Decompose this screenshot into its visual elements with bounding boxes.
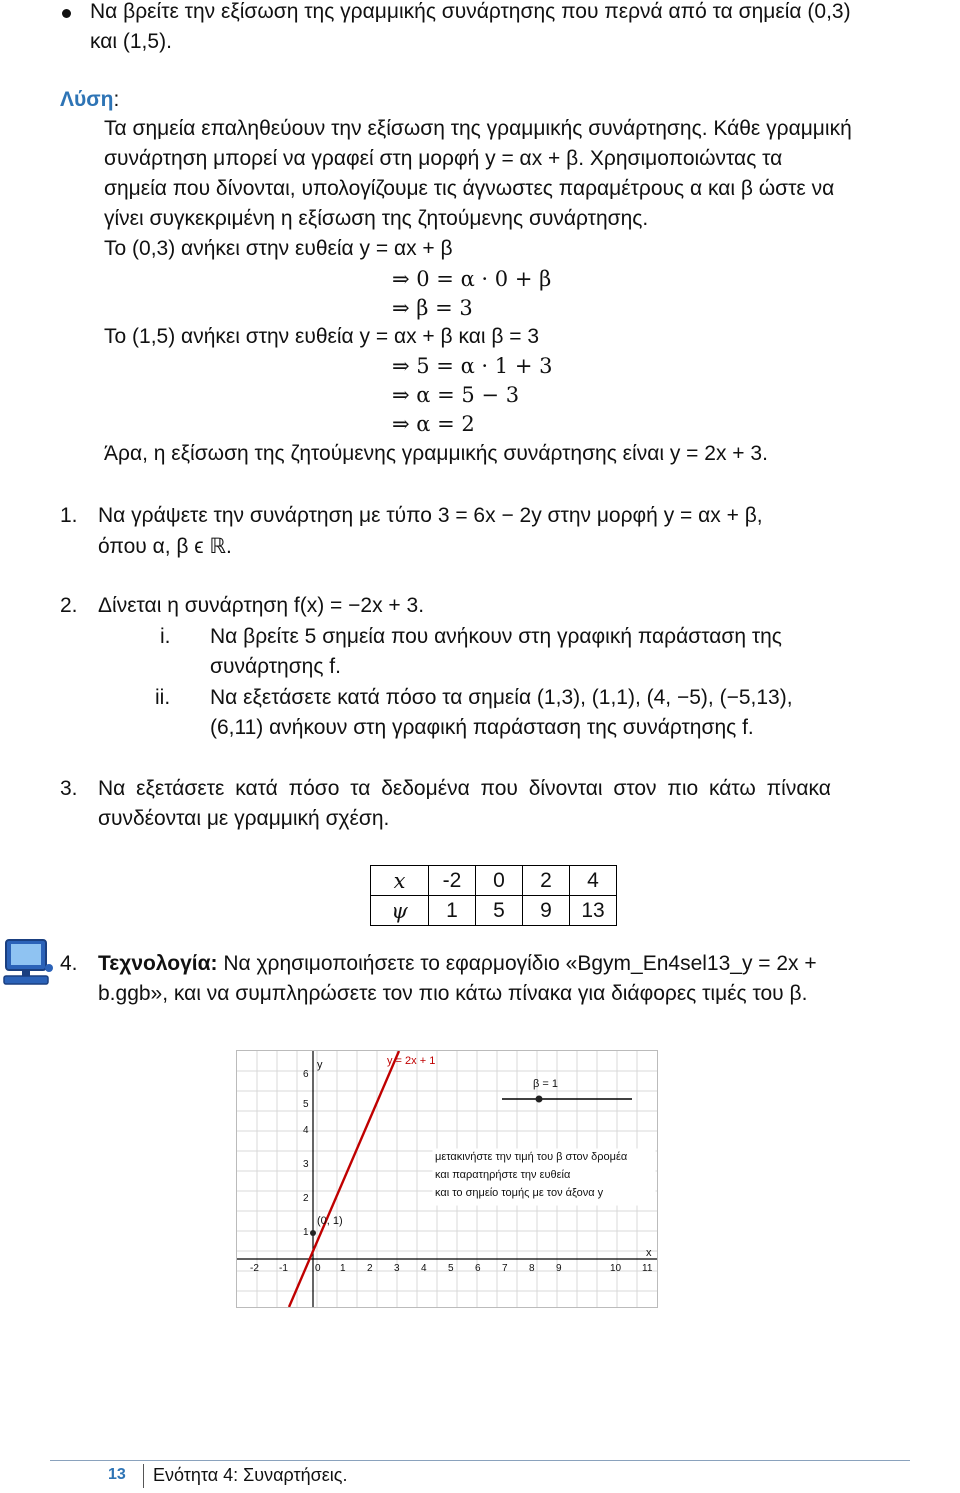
x-tick: 4 xyxy=(421,1263,427,1274)
q4-line2: b.ggb», και να συμπληρώσετε τον πιο κάτω πίνακα για διάφορες τιμές του β. xyxy=(98,982,808,1005)
table-header-psi: ψ xyxy=(371,896,429,926)
point-label: (0, 1) xyxy=(317,1215,343,1227)
solution-p1-line1: Τα σημεία επαληθεύουν την εξίσωση της γραμμικής συνάρτησης. Κάθε γραμμική xyxy=(104,117,852,140)
y-tick: 4 xyxy=(303,1125,309,1136)
instruction-line3: και το σημείο τομής με τον άξονα y xyxy=(435,1187,604,1199)
table-row xyxy=(371,866,617,896)
solution-p1-line4: γίνει συγκεκριμένη η εξίσωση της ζητούμενης συνάρτησης. xyxy=(104,207,649,230)
solution-step3: ⇒ β = 3 xyxy=(392,296,473,320)
table-cell: 9 xyxy=(523,896,570,926)
function-label: y = 2x + 1 xyxy=(387,1055,436,1067)
solution-step5: ⇒ 5 = α · 1 + 3 xyxy=(392,354,553,378)
slider-label: β = 1 xyxy=(533,1078,558,1090)
solution-heading: Λύση xyxy=(60,88,114,111)
solution-p1-line2: συνάρτηση μπορεί να γραφεί στη μορφή y = αx + β. Χρησιμοποιώντας τα xyxy=(104,147,783,170)
y-tick: 3 xyxy=(303,1159,309,1170)
q4-number: 4. xyxy=(60,952,78,975)
table-cell: 1 xyxy=(429,896,476,926)
q2-ii-line1: Να εξετάσετε κατά πόσο τα σημεία (1,3), (1,1), (4, −5), (−5,13), xyxy=(210,686,793,709)
instruction-line2: και παρατηρήστε την ευθεία xyxy=(435,1169,571,1181)
x-tick: 8 xyxy=(529,1263,535,1274)
solution-colon: : xyxy=(113,88,120,111)
geogebra-applet-image xyxy=(236,1050,658,1308)
table-cell: 5 xyxy=(476,896,523,926)
table-cell: 13 xyxy=(570,896,617,926)
x-tick: 9 xyxy=(556,1263,562,1274)
x-tick: 11 xyxy=(642,1263,653,1274)
x-tick: -1 xyxy=(279,1263,288,1274)
table-cell: 0 xyxy=(476,866,523,896)
solution-step2: ⇒ 0 = α · 0 + β xyxy=(392,267,552,291)
bullet-icon xyxy=(62,9,71,18)
q2-number: 2. xyxy=(60,594,78,617)
q1-line1: Να γράψετε την συνάρτηση με τύπο 3 = 6x − 2y στην μορφή y = αx + β, xyxy=(98,504,763,527)
solution-step6: ⇒ α = 5 − 3 xyxy=(392,383,520,407)
table-cell: 4 xyxy=(570,866,617,896)
x-tick: 1 xyxy=(340,1263,346,1274)
footer-divider xyxy=(50,1460,910,1461)
instruction-line1: μετακινήστε την τιμή του β στον δρομέα xyxy=(435,1151,628,1163)
exercise-intro-line1: Να βρείτε την εξίσωση της γραμμικής συνάρτησης που περνά από τα σημεία (0,3) xyxy=(90,0,851,23)
table-header-x: x xyxy=(371,866,429,896)
q2-ii-line2: (6,11) ανήκουν στη γραφική παράσταση της συνάρτησης f. xyxy=(210,716,754,739)
q3-line1: Να εξετάσετε κατά πόσο τα δεδομένα που δίνονται στον πιο κάτω πίνακα xyxy=(98,777,831,800)
q2-i-line2: συνάρτησης f. xyxy=(210,655,341,678)
q2-i-line1: Να βρείτε 5 σημεία που ανήκουν στη γραφική παράσταση της xyxy=(210,625,782,648)
x-tick: 6 xyxy=(475,1263,481,1274)
q1-line2: όπου α, β ϵ ℝ. xyxy=(98,535,232,558)
y-axis-label: y xyxy=(317,1059,323,1071)
footer-unit-label: Ενότητα 4: Συναρτήσεις. xyxy=(153,1465,348,1485)
y-tick: 5 xyxy=(303,1099,309,1110)
q4-label: Τεχνολογία: xyxy=(98,952,218,975)
footer-separator xyxy=(143,1464,144,1488)
q2-i-number: i. xyxy=(160,625,171,648)
q2-text: Δίνεται η συνάρτηση f(x) = −2x + 3. xyxy=(98,594,425,617)
x-tick: 10 xyxy=(610,1263,622,1274)
solution-p1-line3: σημεία που δίνονται, υπολογίζουμε τις άγνωστες παραμέτρους α και β ώστε να xyxy=(104,177,835,200)
solution-step4: Το (1,5) ανήκει στην ευθεία y = αx + β και β = 3 xyxy=(104,325,540,348)
solution-heading-row xyxy=(60,88,119,112)
y-tick: 1 xyxy=(303,1227,309,1238)
computer-icon xyxy=(2,938,54,988)
q2-ii-number: ii. xyxy=(155,686,171,709)
table-cell: 2 xyxy=(523,866,570,896)
table-cell: -2 xyxy=(429,866,476,896)
q4-line1: Να χρησιμοποιήσετε το εφαρμογίδιο «Bgym_En4sel13_y = 2x + xyxy=(223,952,817,975)
x-tick: -2 xyxy=(250,1263,259,1274)
q3-line2: συνδέονται με γραμμική σχέση. xyxy=(98,807,390,830)
q4-line1-row xyxy=(98,952,817,976)
q3-number: 3. xyxy=(60,777,78,800)
page-number: 13 xyxy=(108,1466,126,1483)
q1-number: 1. xyxy=(60,504,78,527)
x-axis-label: x xyxy=(646,1247,652,1259)
data-table xyxy=(370,865,617,926)
y-tick: 6 xyxy=(303,1069,309,1080)
x-tick: 0 xyxy=(315,1263,321,1274)
solution-step1: Το (0,3) ανήκει στην ευθεία y = αx + β xyxy=(104,237,453,260)
solution-step7: ⇒ α = 2 xyxy=(392,412,475,436)
x-tick: 2 xyxy=(367,1263,373,1274)
x-tick: 5 xyxy=(448,1263,454,1274)
x-tick: 7 xyxy=(502,1263,508,1274)
solution-conclusion: Άρα, η εξίσωση της ζητούμενης γραμμικής συνάρτησης είναι y = 2x + 3. xyxy=(104,442,768,465)
exercise-intro-line2: και (1,5). xyxy=(90,30,172,53)
table-row xyxy=(371,896,617,926)
x-tick: 3 xyxy=(394,1263,400,1274)
y-tick: 2 xyxy=(303,1193,309,1204)
